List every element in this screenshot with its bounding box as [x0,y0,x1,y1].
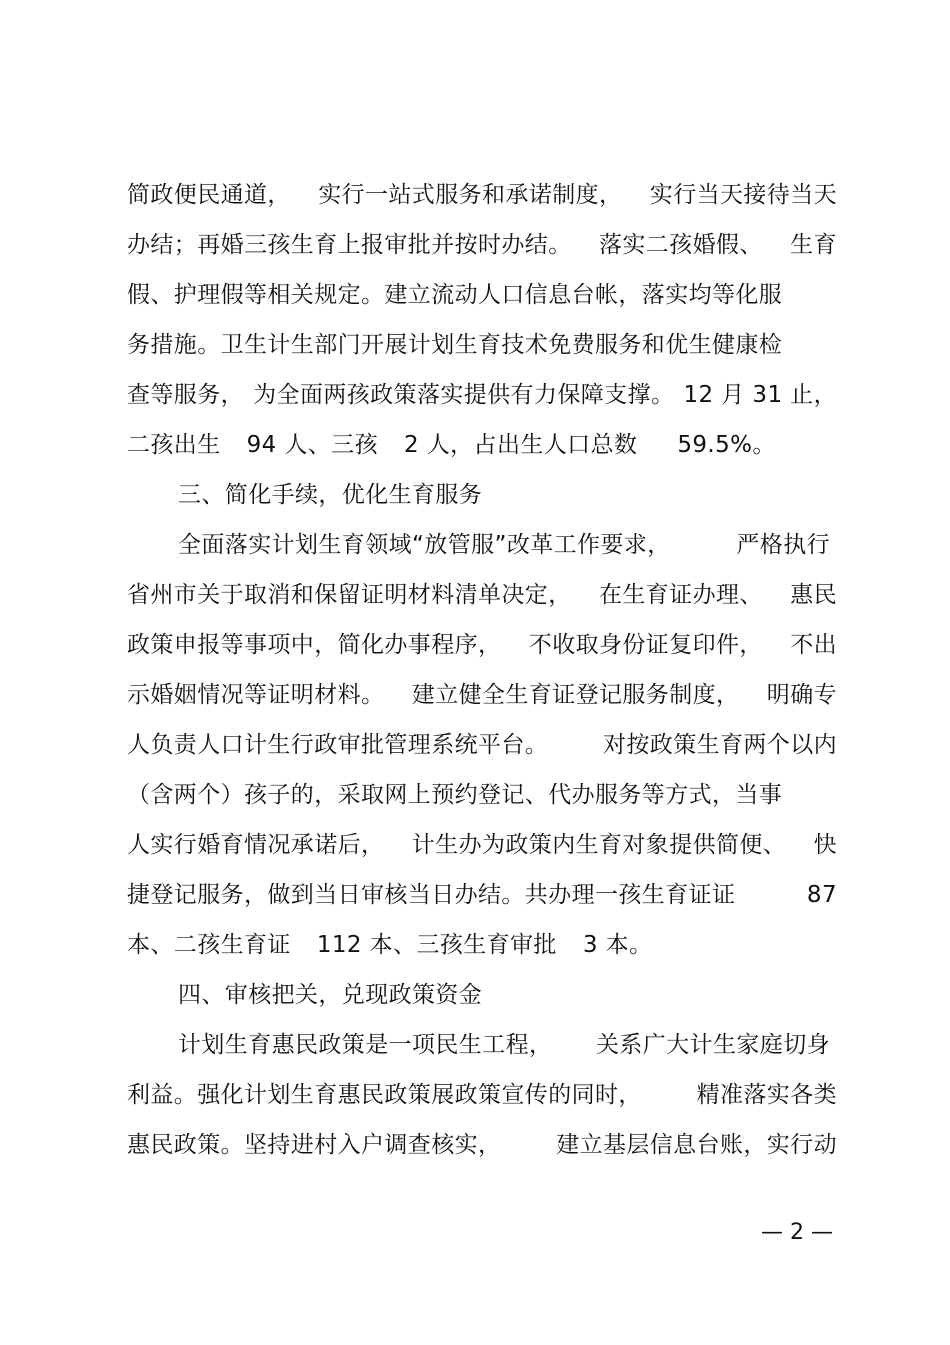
text-segment: 假、护理假等相关规定。建立流动人口信息台帐，落实均等化服 [127,282,783,308]
text-segment: 87 [806,882,837,908]
text-segment: 政策申报等事项中，简化办事程序， [127,632,502,658]
text-segment: 59.5%。 [677,432,776,458]
text-segment: 省州市关于取消和保留证明材料清单决定， [127,582,572,608]
text-segment: 简政便民通道， [127,182,291,208]
heading-text: 四、审核把关，兑现政策资金 [178,982,483,1008]
text-segment: 办结；再婚三孩生育上报审批并按时办结。 [127,232,572,258]
text-segment: 不出 [790,632,837,658]
text-segment: 人负责人口计生行政审批管理系统平台。 [127,732,549,758]
paragraph-line [178,530,830,560]
section-heading [178,480,830,510]
paragraph-line [127,780,837,810]
paragraph-line [127,880,837,910]
heading-text: 三、简化手续，优化生育服务 [178,482,483,508]
text-segment: 生育 [790,232,837,258]
text-segment: 在生育证办理、 [598,582,763,608]
text-segment: 快 [813,832,837,858]
paragraph-line [127,930,837,960]
text-segment: 人实行婚育情况承诺后， [127,832,385,858]
text-segment: 落实二孩婚假、 [598,232,763,258]
text-segment: 不收取身份证复印件， [528,632,763,658]
text-segment: 3 本。 [582,932,653,958]
text-segment: （含两个）孩子的，采取网上预约登记、代办服务等方式，当事 [127,782,783,808]
text-segment: 建立基层信息台账，实行动 [556,1132,837,1158]
text-segment: 94 人、三孩 [246,432,378,458]
section-heading [178,980,830,1010]
text-segment: 实行一站式服务和承诺制度， [318,182,623,208]
paragraph-line [127,380,837,410]
text-segment: 惠民政策。坚持进村入户调查核实， [127,1132,502,1158]
text-segment: 捷登记服务，做到当日审核当日办结。共办理一孩生育证证 [127,882,736,908]
text-segment: 示婚姻情况等证明材料。 [127,682,385,708]
paragraph-line [127,830,837,860]
paragraph-line [127,430,837,460]
text-segment: 112 本、三孩生育审批 [316,932,557,958]
text-segment: 务措施。卫生计生部门开展计划生育技术免费服务和优生健康检 [127,332,783,358]
text-segment: 实行当天接待当天 [649,182,837,208]
text-segment: 严格执行 [736,532,830,558]
text-segment: 2 人，占出生人口总数 [404,432,638,458]
text-segment: 关系广大计生家庭切身 [596,1032,830,1058]
paragraph-line [127,1130,837,1160]
page-number: — 2 — [761,1220,833,1245]
paragraph-line [127,330,837,360]
text-segment: 二孩出生 [127,432,221,458]
text-segment: 计划生育惠民政策是一项民生工程， [178,1032,553,1058]
text-segment: 为全面两孩政策落实提供有力保障支撑。 [253,382,675,408]
paragraph-line [127,630,837,660]
text-segment: 本、二孩生育证 [127,932,291,958]
paragraph-line [178,1030,830,1060]
paragraph-line [127,180,837,210]
text-segment: 建立健全生育证登记服务制度， [411,682,740,708]
paragraph-line [127,230,837,260]
text-segment: 利益。强化计划生育惠民政策展政策宣传的同时， [127,1082,642,1108]
paragraph-line [127,730,837,760]
paragraph-line [127,680,837,710]
text-segment: 计生办为政策内生育对象提供简便、 [411,832,787,858]
text-segment: 12 月 31 止， [683,382,837,408]
text-segment: 全面落实计划生育领域“放管服”改革工作要求， [178,532,671,558]
text-segment: 惠民 [790,582,837,608]
paragraph-line [127,580,837,610]
text-segment: 查等服务， [127,382,244,408]
paragraph-line [127,280,837,310]
text-segment: 明确专 [766,682,837,708]
text-segment: 精准落实各类 [696,1082,837,1108]
text-segment: 对按政策生育两个以内 [603,732,837,758]
paragraph-line [127,1080,837,1110]
